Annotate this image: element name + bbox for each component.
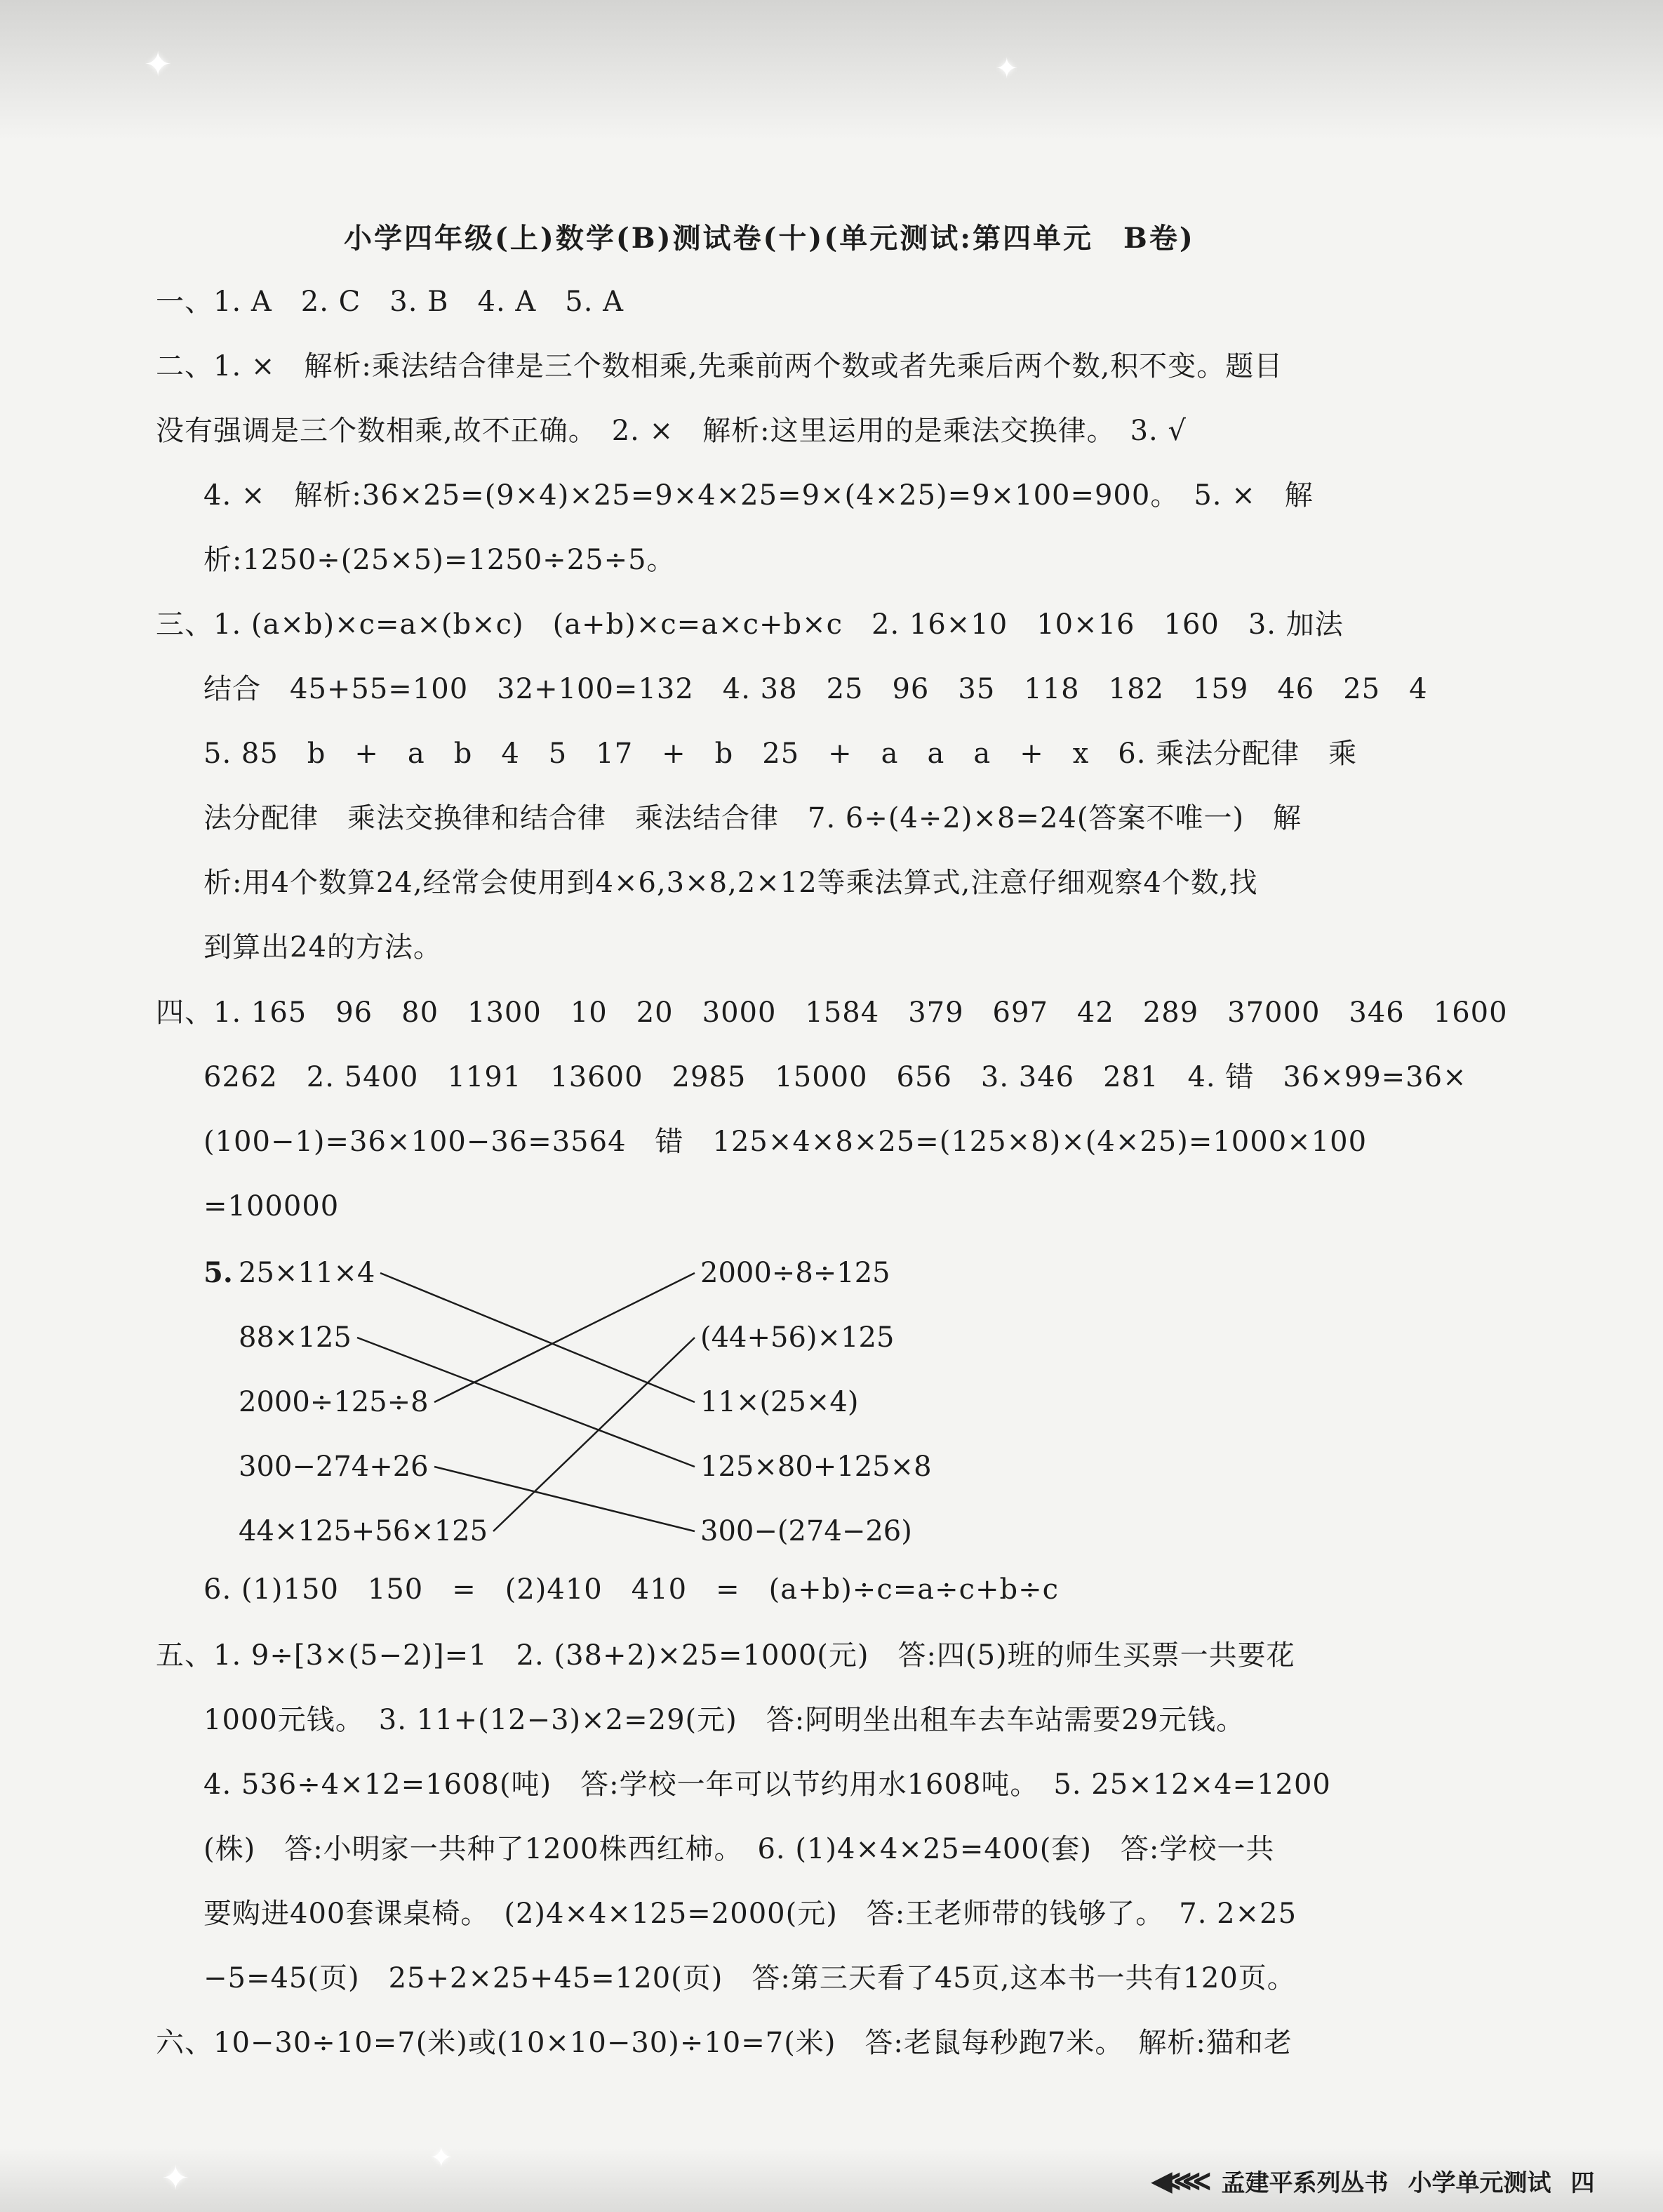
sparkle-icon: ✦	[429, 2142, 453, 2174]
footer-book: 小学单元测试	[1408, 2169, 1551, 2197]
answer-line: 三、1. (a×b)×c=a×(b×c) (a+b)×c=a×c+b×c 2. 16×10 10×16 160 3. 加法	[156, 608, 1344, 641]
footer-tail: 四	[1570, 2169, 1595, 2197]
matching-connector-line	[493, 1338, 695, 1531]
matching-right-item: 11×(25×4)	[700, 1386, 859, 1418]
answer-line: 4. 536÷4×12=1608(吨) 答:学校一年可以节约用水1608吨。 5. 25×12×4=1200	[203, 1768, 1331, 1801]
matching-left-item: 2000÷125÷8	[239, 1386, 429, 1418]
answer-line: 二、1. × 解析:乘法结合律是三个数相乘,先乘前两个数或者先乘后两个数,积不变。题目	[156, 350, 1283, 382]
sparkle-icon: ✦	[161, 2159, 190, 2198]
answer-line: 六、10−30÷10=7(米)或(10×10−30)÷10=7(米) 答:老鼠每秒跑7米。 解析:猫和老	[156, 2027, 1293, 2059]
answer-line: 到算出24的方法。	[203, 931, 442, 964]
answer-line: 五、1. 9÷[3×(5−2)]=1 2. (38+2)×25=1000(元) 答:四(5)班的师生买票一共要花	[156, 1639, 1295, 1672]
matching-left-item: 44×125+56×125	[239, 1515, 488, 1547]
answer-line: 1000元钱。 3. 11+(12−3)×2=29(元) 答:阿明坐出租车去车站需要29元钱。	[203, 1704, 1245, 1736]
footer-series: 孟建平系列丛书	[1221, 2169, 1389, 2197]
answer-line: (100−1)=36×100−36=3564 错 125×4×8×25=(125×8)×(4×25)=1000×100	[203, 1126, 1368, 1158]
answer-line: 析:用4个数算24,经常会使用到4×6,3×8,2×12等乘法算式,注意仔细观察4个数,找	[203, 867, 1258, 899]
answer-line: 4. × 解析:36×25=(9×4)×25=9×4×25=9×(4×25)=9×100=900。 5. × 解	[203, 479, 1314, 512]
sparkle-icon: ✦	[995, 53, 1019, 85]
arrow-left-icon: ◀≪≪	[1151, 2164, 1202, 2197]
matching-left-item: 300−274+26	[239, 1451, 429, 1483]
page-title: 小学四年级(上)数学(B)测试卷(十)(单元测试:第四单元 B卷)	[344, 222, 1195, 255]
matching-connector-line	[434, 1273, 695, 1402]
answer-line: 6262 2. 5400 1191 13600 2985 15000 656 3. 346 281 4. 错 36×99=36×	[203, 1061, 1467, 1093]
answer-line: 要购进400套课桌椅。 (2)4×4×125=2000(元) 答:王老师带的钱够了。 7. 2×25	[203, 1898, 1297, 1930]
matching-connector-line	[434, 1467, 695, 1531]
answer-line: 6. (1)150 150 = (2)410 410 = (a+b)÷c=a÷c+b÷c	[203, 1573, 1060, 1606]
answer-line: (株) 答:小明家一共种了1200株西红柿。 6. (1)4×4×25=400(套) 答:学校一共	[203, 1833, 1275, 1865]
answer-line: 法分配律 乘法交换律和结合律 乘法结合律 7. 6÷(4÷2)×8=24(答案不唯一) 解	[203, 802, 1302, 834]
footer	[1151, 2164, 1595, 2198]
answer-line: 没有强调是三个数相乘,故不正确。 2. × 解析:这里运用的是乘法交换律。 3. √	[156, 415, 1187, 447]
matching-right-item: (44+56)×125	[700, 1321, 895, 1354]
answer-line: 结合 45+55=100 32+100=132 4. 38 25 96 35 118 182 159 46 25 4	[203, 673, 1428, 705]
matching-right-item: 300−(274−26)	[700, 1515, 912, 1547]
answer-line: 析:1250÷(25×5)=1250÷25÷5。	[203, 544, 676, 576]
answer-line: 四、1. 165 96 80 1300 10 20 3000 1584 379 697 42 289 37000 346 1600	[156, 997, 1508, 1029]
answer-line: 5. 85 b + a b 4 5 17 + b 25 + a a a + x 6. 乘法分配律 乘	[203, 738, 1358, 770]
matching-right-item: 2000÷8÷125	[700, 1257, 890, 1289]
sparkle-icon: ✦	[144, 45, 173, 84]
matching-left-item: 88×125	[239, 1321, 352, 1354]
matching-label: 5.	[203, 1256, 233, 1289]
matching-left-item: 25×11×4	[239, 1257, 375, 1289]
answer-line: −5=45(页) 25+2×25+45=120(页) 答:第三天看了45页,这本书一共有120页。	[203, 1962, 1296, 1994]
matching-right-item: 125×80+125×8	[700, 1451, 932, 1483]
answer-line: =100000	[203, 1190, 340, 1222]
answer-line: 一、1. A 2. C 3. B 4. A 5. A	[156, 286, 625, 318]
